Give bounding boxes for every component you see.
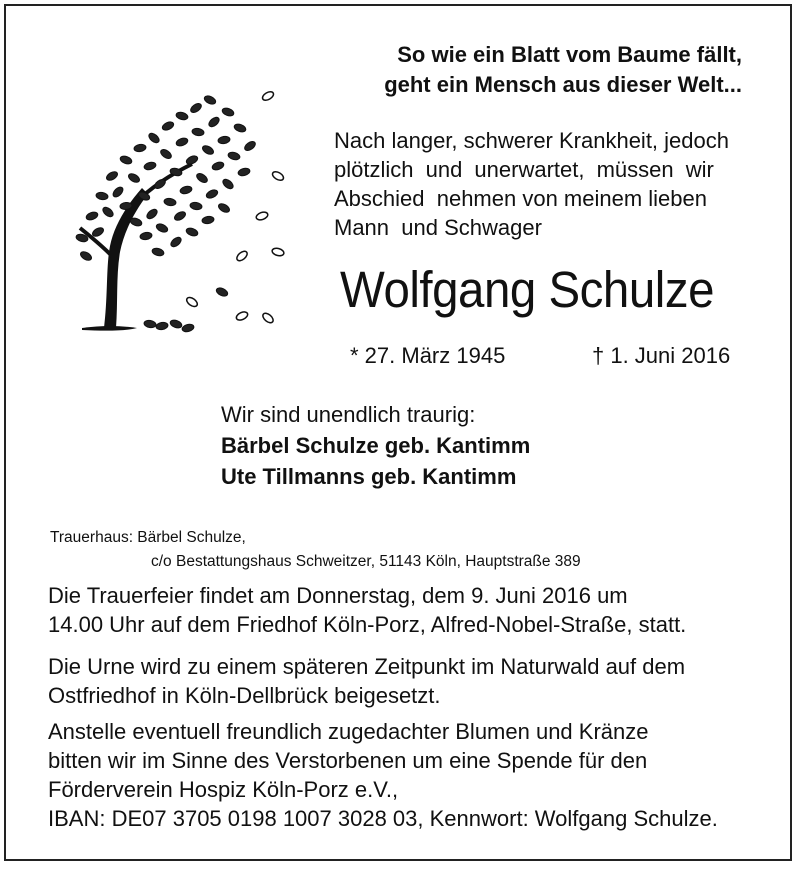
funeral-line-1: Die Trauerfeier findet am Donnerstag, dem 9. Juni 2016 um	[48, 583, 628, 608]
mourner-name: Bärbel Schulze geb. Kantimm	[221, 433, 531, 458]
intro-line-1: Nach langer, schwerer Krankheit, jedoch	[334, 128, 729, 153]
donation-line-3: Förderverein Hospiz Köln-Porz e.V.,	[48, 777, 399, 802]
funeral-notice	[48, 581, 768, 639]
urn-line-1: Die Urne wird zu einem späteren Zeitpunkt im Naturwald auf dem	[48, 654, 686, 679]
donation-notice	[48, 717, 768, 833]
deceased-name: Wolfgang Schulze	[340, 261, 715, 318]
intro-line-2: plötzlich und unerwartet, müssen wir	[334, 157, 714, 182]
trauerhaus-address	[50, 526, 581, 574]
mourners-heading: Wir sind unendlich traurig:	[221, 402, 476, 427]
windblown-tree-icon	[42, 56, 292, 346]
trauerhaus-line-1: Trauerhaus: Bärbel Schulze,	[50, 529, 246, 546]
donation-line-4: IBAN: DE07 3705 0198 1007 3028 03, Kennwort: Wolfgang Schulze.	[48, 806, 718, 831]
intro-text	[334, 126, 766, 242]
urn-line-2: Ostfriedhof in Köln-Dellbrück beigesetzt.	[48, 683, 441, 708]
intro-line-4: Mann und Schwager	[334, 215, 542, 240]
donation-line-1: Anstelle eventuell freundlich zugedachter Blumen und Kränze	[48, 719, 649, 744]
funeral-line-2: 14.00 Uhr auf dem Friedhof Köln-Porz, Alfred-Nobel-Straße, statt.	[48, 612, 687, 637]
motto-line-1: So wie ein Blatt vom Baume fällt,	[397, 42, 742, 67]
mourner-name: Ute Tillmanns geb. Kantimm	[221, 464, 517, 489]
donation-line-2: bitten wir im Sinne des Verstorbenen um eine Spende für den	[48, 748, 648, 773]
motto-line-2: geht ein Mensch aus dieser Welt...	[384, 72, 742, 97]
urn-notice	[48, 652, 768, 710]
death-date: † 1. Juni 2016	[592, 343, 731, 368]
mourners	[221, 399, 530, 492]
intro-line-3: Abschied nehmen von meinem lieben	[334, 186, 708, 211]
trauerhaus-line-2: c/o Bestattungshaus Schweitzer, 51143 Köln, Hauptstraße 389	[151, 553, 581, 570]
obituary-frame	[4, 4, 792, 861]
motto	[322, 40, 742, 100]
birth-date: * 27. März 1945	[350, 343, 506, 368]
